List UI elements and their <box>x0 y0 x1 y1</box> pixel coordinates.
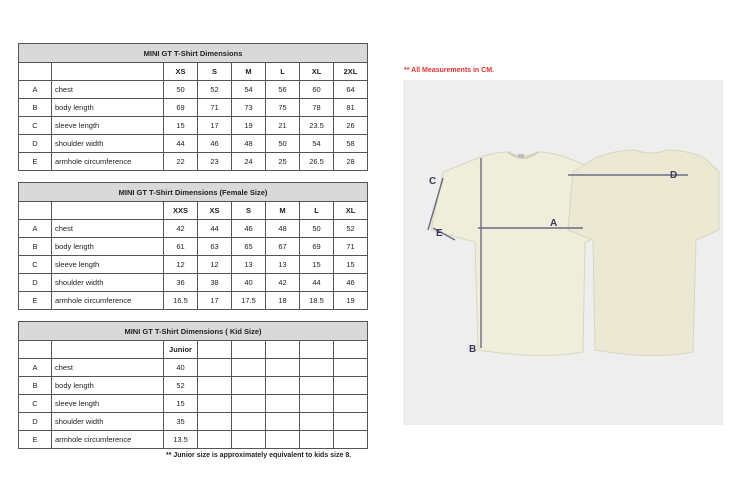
measure-code: B <box>19 238 52 256</box>
measure-code: A <box>19 220 52 238</box>
measure-value: 16.5 <box>164 292 198 310</box>
measure-name: chest <box>52 81 164 99</box>
measure-value <box>334 431 368 449</box>
measure-name: chest <box>52 359 164 377</box>
size-header <box>232 341 266 359</box>
size-header-row <box>19 63 368 81</box>
measure-value: 17.5 <box>232 292 266 310</box>
table-row <box>19 153 368 171</box>
measure-code: D <box>19 135 52 153</box>
measure-value: 28 <box>334 153 368 171</box>
measure-value <box>198 413 232 431</box>
size-header: L <box>266 63 300 81</box>
table-row <box>19 256 368 274</box>
measure-value: 71 <box>198 99 232 117</box>
measure-code: C <box>19 117 52 135</box>
measure-value <box>300 395 334 413</box>
measure-value: 52 <box>334 220 368 238</box>
measure-value: 65 <box>232 238 266 256</box>
measure-value: 35 <box>164 413 198 431</box>
size-header: L <box>300 202 334 220</box>
measure-name: sleeve length <box>52 256 164 274</box>
measure-value: 21 <box>266 117 300 135</box>
size-header: XL <box>334 202 368 220</box>
measure-value: 48 <box>232 135 266 153</box>
measurement-unit-note: ** All Measurements in CM. <box>404 67 494 74</box>
measure-value <box>198 395 232 413</box>
measure-value: 24 <box>232 153 266 171</box>
measure-value: 60 <box>300 81 334 99</box>
measure-value: 52 <box>198 81 232 99</box>
measure-value: 63 <box>198 238 232 256</box>
measure-value: 12 <box>198 256 232 274</box>
measure-value: 17 <box>198 292 232 310</box>
measure-value: 23.5 <box>300 117 334 135</box>
measure-code: D <box>19 274 52 292</box>
measure-value: 25 <box>266 153 300 171</box>
measure-value: 40 <box>164 359 198 377</box>
measure-value: 67 <box>266 238 300 256</box>
size-header: M <box>232 63 266 81</box>
measure-value: 50 <box>164 81 198 99</box>
measure-value: 69 <box>300 238 334 256</box>
measure-value: 64 <box>334 81 368 99</box>
measure-value: 15 <box>164 395 198 413</box>
table-row <box>19 135 368 153</box>
measure-name: body length <box>52 99 164 117</box>
table-row <box>19 413 368 431</box>
table-row <box>19 117 368 135</box>
measure-name: sleeve length <box>52 395 164 413</box>
measure-value <box>266 431 300 449</box>
size-header: 2XL <box>334 63 368 81</box>
measure-value <box>232 359 266 377</box>
measure-value <box>334 359 368 377</box>
measure-code: C <box>19 395 52 413</box>
measure-name: body length <box>52 377 164 395</box>
measure-value: 81 <box>334 99 368 117</box>
female-size-table <box>18 182 368 310</box>
measure-value <box>232 431 266 449</box>
measure-value: 44 <box>300 274 334 292</box>
measure-value <box>232 413 266 431</box>
measure-value: 71 <box>334 238 368 256</box>
table-row <box>19 431 368 449</box>
table-title: MINI GT T-Shirt Dimensions (Female Size) <box>19 183 368 202</box>
table-row <box>19 377 368 395</box>
measure-value: 78 <box>300 99 334 117</box>
measure-value: 73 <box>232 99 266 117</box>
measure-value: 15 <box>300 256 334 274</box>
measure-name: body length <box>52 238 164 256</box>
table-row <box>19 292 368 310</box>
measure-name: armhole circumference <box>52 431 164 449</box>
measure-value: 44 <box>164 135 198 153</box>
measure-value <box>300 413 334 431</box>
table-row <box>19 359 368 377</box>
measure-value: 46 <box>232 220 266 238</box>
measure-value: 46 <box>334 274 368 292</box>
measure-value: 36 <box>164 274 198 292</box>
measure-name: sleeve length <box>52 117 164 135</box>
measure-value <box>334 413 368 431</box>
measure-value: 26 <box>334 117 368 135</box>
label-b: B <box>469 344 477 355</box>
tshirt-measurement-photo <box>403 80 723 425</box>
measure-code: E <box>19 292 52 310</box>
measure-value: 15 <box>334 256 368 274</box>
measure-code: A <box>19 81 52 99</box>
size-header: XS <box>198 202 232 220</box>
measure-value: 13.5 <box>164 431 198 449</box>
measure-code: B <box>19 99 52 117</box>
measure-value: 46 <box>198 135 232 153</box>
label-c: C <box>429 176 437 187</box>
measure-value: 56 <box>266 81 300 99</box>
measure-value: 12 <box>164 256 198 274</box>
measure-name: armhole circumference <box>52 153 164 171</box>
measure-code: A <box>19 359 52 377</box>
table-row <box>19 274 368 292</box>
size-header <box>266 341 300 359</box>
measure-value <box>300 431 334 449</box>
measure-value: 42 <box>266 274 300 292</box>
measure-value: 61 <box>164 238 198 256</box>
measure-value: 18 <box>266 292 300 310</box>
label-a: A <box>550 218 558 229</box>
measure-value: 58 <box>334 135 368 153</box>
measure-code: E <box>19 431 52 449</box>
measure-name: shoulder width <box>52 413 164 431</box>
size-header: XXS <box>164 202 198 220</box>
measure-value: 13 <box>266 256 300 274</box>
size-header: Junior <box>164 341 198 359</box>
measure-value: 19 <box>334 292 368 310</box>
size-header <box>198 341 232 359</box>
back-tshirt-shape <box>568 150 719 356</box>
label-d: D <box>670 170 678 181</box>
table-title: MINI GT T-Shirt Dimensions ( Kid Size) <box>19 322 368 341</box>
measure-code: C <box>19 256 52 274</box>
measure-value: 75 <box>266 99 300 117</box>
measure-value <box>334 395 368 413</box>
measure-value: 50 <box>300 220 334 238</box>
size-header-row <box>19 341 368 359</box>
size-header: S <box>232 202 266 220</box>
size-header: M <box>266 202 300 220</box>
measure-value: 17 <box>198 117 232 135</box>
adult-size-table <box>18 43 368 171</box>
measure-value: 54 <box>232 81 266 99</box>
measure-name: armhole circumference <box>52 292 164 310</box>
measure-value <box>300 359 334 377</box>
measure-value: 42 <box>164 220 198 238</box>
measure-value <box>198 359 232 377</box>
measure-value: 22 <box>164 153 198 171</box>
table-row <box>19 238 368 256</box>
table-row <box>19 220 368 238</box>
measure-name: chest <box>52 220 164 238</box>
table-row <box>19 81 368 99</box>
table-title: MINI GT T-Shirt Dimensions <box>19 44 368 63</box>
size-header <box>300 341 334 359</box>
kid-size-note: ** Junior size is approximately equivalent to kids size 8. <box>166 452 352 459</box>
measure-value <box>198 377 232 395</box>
measure-value <box>334 377 368 395</box>
measure-value <box>266 377 300 395</box>
measure-value: 69 <box>164 99 198 117</box>
measure-value: 40 <box>232 274 266 292</box>
measure-value: 52 <box>164 377 198 395</box>
table-row <box>19 395 368 413</box>
measure-value: 13 <box>232 256 266 274</box>
measure-value <box>266 413 300 431</box>
measure-value: 54 <box>300 135 334 153</box>
size-header: XS <box>164 63 198 81</box>
size-header: XL <box>300 63 334 81</box>
measure-value: 44 <box>198 220 232 238</box>
measure-value: 38 <box>198 274 232 292</box>
measure-value: 18.5 <box>300 292 334 310</box>
measure-value <box>198 431 232 449</box>
label-e: E <box>436 228 443 239</box>
measure-code: B <box>19 377 52 395</box>
measure-code: D <box>19 413 52 431</box>
measure-code: E <box>19 153 52 171</box>
measure-name: shoulder width <box>52 274 164 292</box>
size-header-row <box>19 202 368 220</box>
measure-value <box>266 395 300 413</box>
size-header: S <box>198 63 232 81</box>
size-header <box>334 341 368 359</box>
measure-value <box>300 377 334 395</box>
measure-value <box>232 377 266 395</box>
measure-value <box>266 359 300 377</box>
measure-name: shoulder width <box>52 135 164 153</box>
measure-value: 48 <box>266 220 300 238</box>
measure-value: 50 <box>266 135 300 153</box>
kid-size-table <box>18 321 368 449</box>
measure-value <box>232 395 266 413</box>
measure-value: 15 <box>164 117 198 135</box>
measure-value: 23 <box>198 153 232 171</box>
measure-value: 26.5 <box>300 153 334 171</box>
measure-value: 19 <box>232 117 266 135</box>
table-row <box>19 99 368 117</box>
